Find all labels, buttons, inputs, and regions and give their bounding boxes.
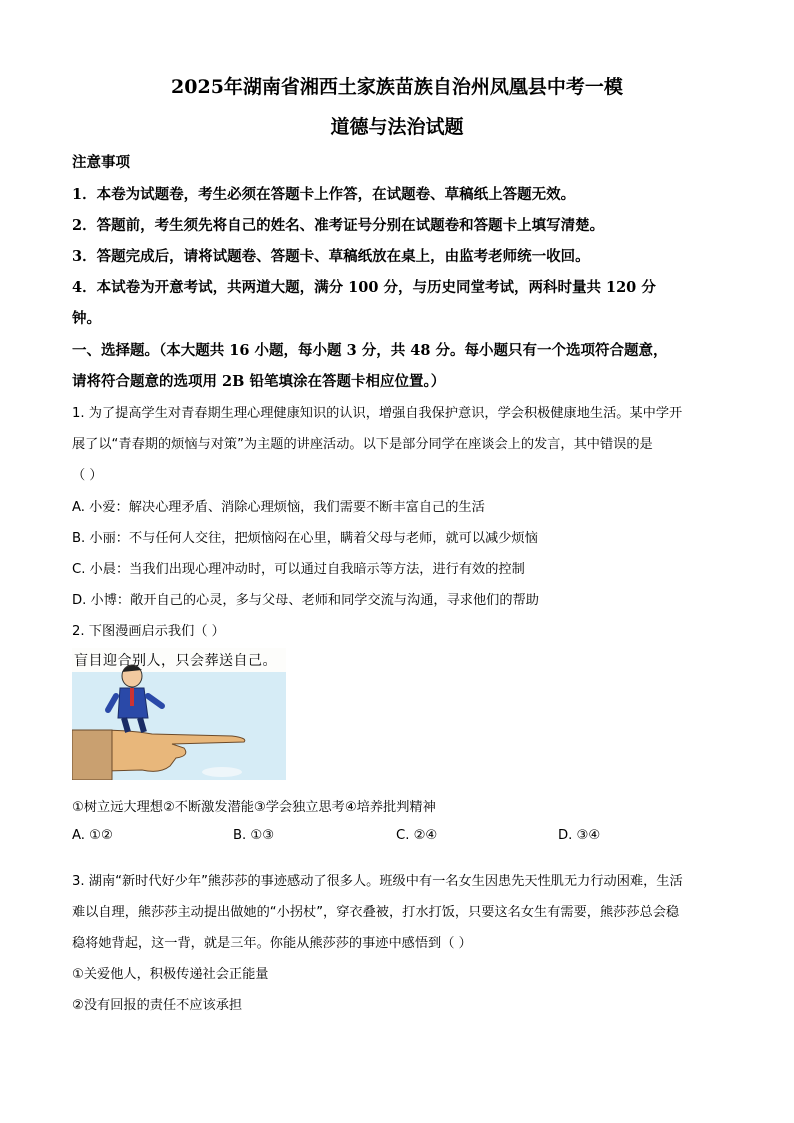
q2-statements: ①树立远大理想②不断激发潜能③学会独立思考④培养批判精神 bbox=[72, 800, 436, 815]
comic-caption: 盲目迎合别人，只会葬送自己。 bbox=[74, 653, 277, 669]
q3-stem-cont: 稳将她背起，这一背，就是三年。你能从熊莎莎的事迹中感悟到（ ） bbox=[72, 936, 472, 951]
exam-title: 2025年湖南省湘西土家族苗族自治州凤凰县中考一模 bbox=[171, 76, 623, 98]
notice-item: 1．本卷为试题卷，考生必须在答题卡上作答，在试题卷、草稿纸上答题无效。 bbox=[72, 186, 576, 203]
q3-stem: 3. 湖南“新时代好少年”熊莎莎的事迹感动了很多人。班级中有一名女生因患先天性肌无力行动困难，生活 bbox=[72, 874, 683, 889]
q2-option-a: A. ①② bbox=[72, 828, 113, 843]
q1-answer-bracket: （ ） bbox=[72, 468, 103, 483]
q3-statement: ②没有回报的责任不应该承担 bbox=[72, 998, 243, 1013]
q1-option-c: C. 小晨：当我们出现心理冲动时，可以通过自我暗示等方法，进行有效的控制 bbox=[72, 562, 525, 577]
q1-stem-cont: 展了以“青春期的烦恼与对策”为主题的讲座活动。以下是部分同学在座谈会上的发言，其中错误的是 bbox=[72, 437, 653, 452]
q1-option-a: A. 小爱：解决心理矛盾、消除心理烦恼，我们需要不断丰富自己的生活 bbox=[72, 500, 485, 515]
q2-option-c: C. ②④ bbox=[396, 828, 438, 843]
q3-stem-cont: 难以自理，熊莎莎主动提出做她的“小拐杖”，穿衣叠被，打水打饭，只要这名女生有需要，熊莎莎总会稳 bbox=[72, 905, 680, 920]
notice-item: 钟。 bbox=[72, 310, 101, 327]
notice-item: 3．答题完成后，请将试题卷、答题卡、草稿纸放在桌上，由监考老师统一收回。 bbox=[72, 248, 590, 265]
section-heading: 一、选择题。（本大题共 16 小题，每小题 3 分，共 48 分。每小题只有一个选项符合题意， bbox=[72, 342, 668, 359]
q3-statement: ①关爱他人，积极传递社会正能量 bbox=[72, 967, 269, 982]
q1-option-d: D. 小博：敞开自己的心灵，多与父母、老师和同学交流与沟通，寻求他们的帮助 bbox=[72, 593, 539, 608]
q2-option-b: B. ①③ bbox=[233, 828, 275, 843]
q1-option-b: B. 小丽：不与任何人交往，把烦恼闷在心里，瞒着父母与老师，就可以减少烦恼 bbox=[72, 531, 538, 546]
q1-stem: 1. 为了提高学生对青春期生理心理健康知识的认识，增强自我保护意识，学会积极健康地生活。某中学开 bbox=[72, 406, 683, 421]
section-heading-cont: 请将符合题意的选项用 2B 铅笔填涂在答题卡相应位置。） bbox=[72, 373, 446, 390]
notice-heading: 注意事项 bbox=[72, 154, 130, 171]
exam-subtitle: 道德与法治试题 bbox=[330, 116, 464, 138]
q2-option-d: D. ③④ bbox=[558, 828, 601, 843]
notice-item: 2．答题前，考生须先将自己的姓名、准考证号分别在试题卷和答题卡上填写清楚。 bbox=[72, 217, 605, 234]
notice-item: 4．本试卷为开意考试，共两道大题，满分 100 分，与历史同堂考试，两科时量共 120 分 bbox=[72, 279, 656, 296]
q2-comic bbox=[72, 648, 286, 780]
q2-stem: 2. 下图漫画启示我们（ ） bbox=[72, 624, 225, 639]
